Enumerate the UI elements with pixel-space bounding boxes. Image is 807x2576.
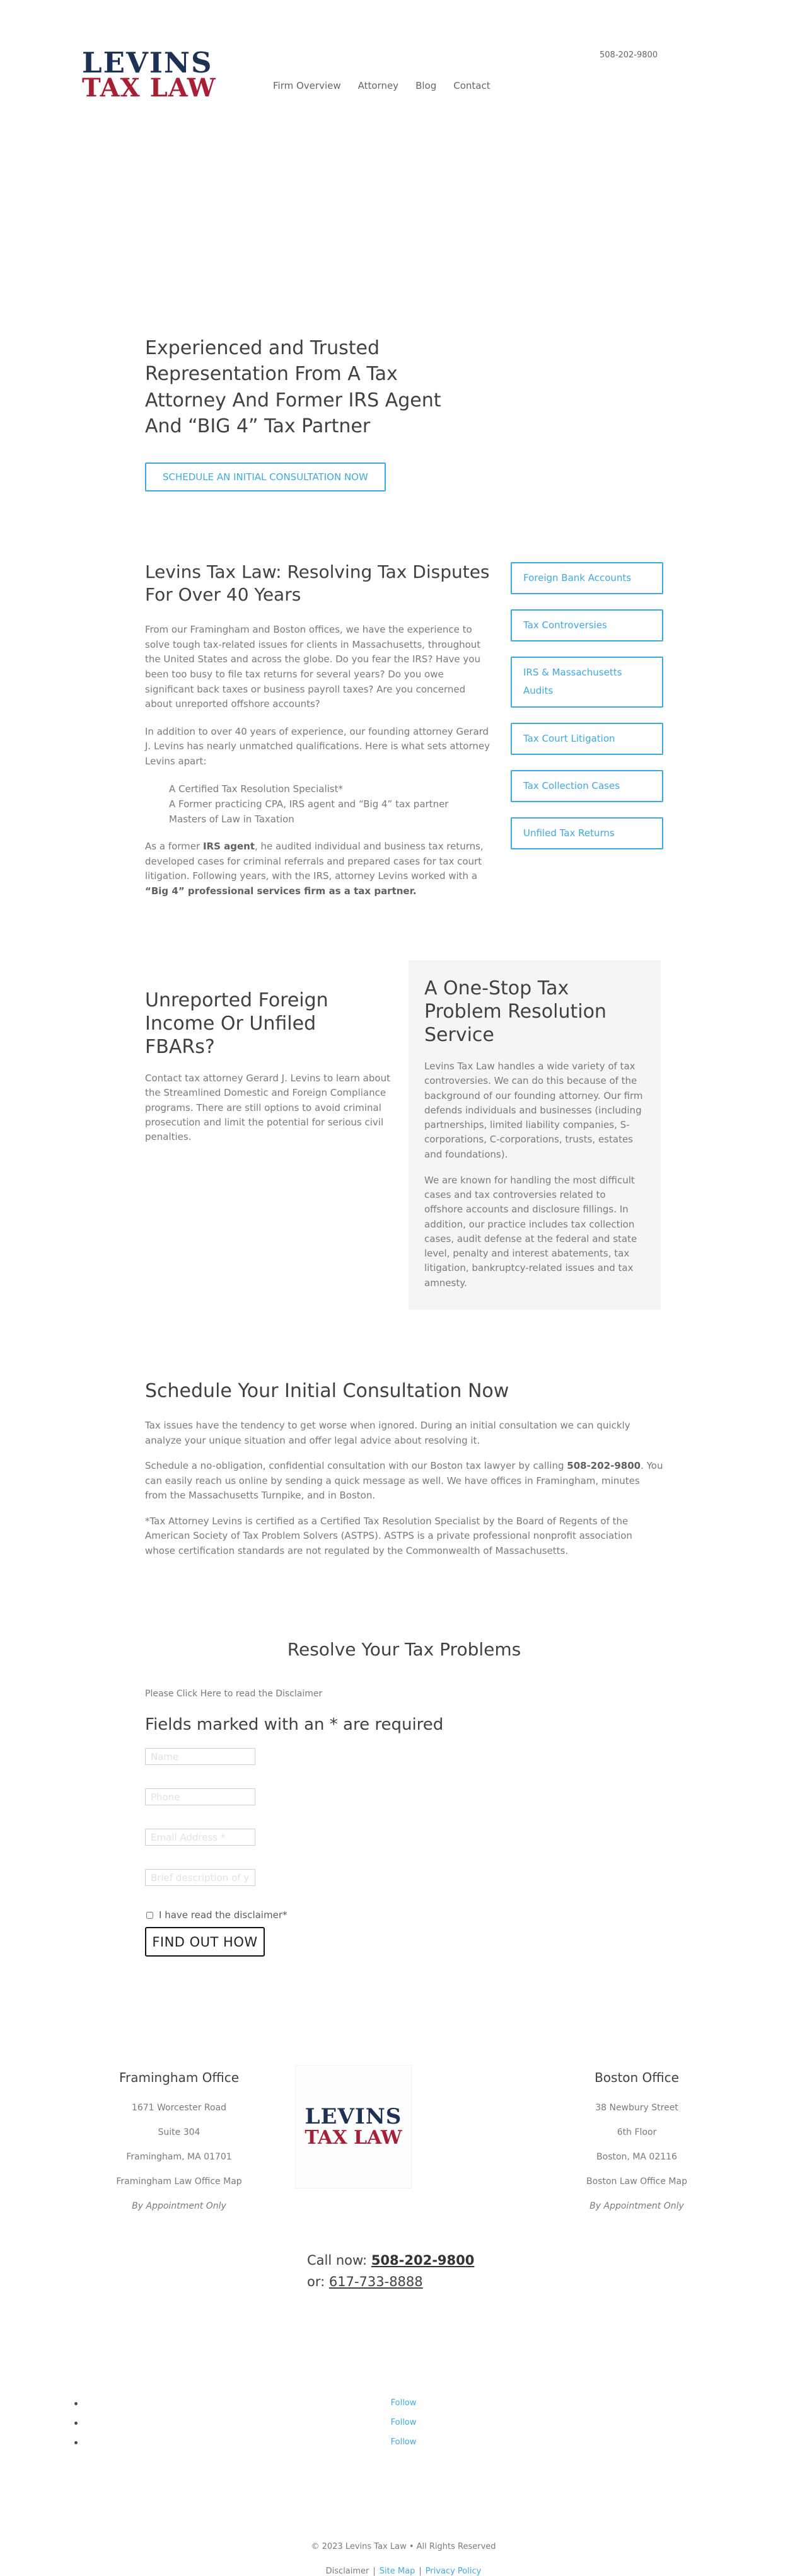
disclaimer-checkbox[interactable]: [146, 1912, 153, 1919]
intro-paragraph-2: In addition to over 40 years of experience, our founding attorney Gerard J. Levins has nearly unmatched qualifications. Here is what sets attorney Levins apart:: [145, 725, 490, 767]
site-footer: [0, 2065, 807, 2576]
framingham-appointment-note: By Appointment Only: [132, 2201, 226, 2212]
legal-separator: |: [419, 2567, 422, 2576]
site-logo[interactable]: [82, 48, 216, 101]
framingham-office-block: [63, 2065, 295, 2226]
framingham-address-line: Framingham, MA 01701: [126, 2152, 232, 2163]
boston-appointment-note: By Appointment Only: [589, 2201, 684, 2212]
practice-button-irs-massachusetts-audits[interactable]: IRS & Massachusetts Audits: [511, 657, 663, 708]
logo-taxlaw-text: TAX LAW: [82, 73, 216, 103]
practice-areas-column: [511, 561, 663, 912]
logo-levins-text: LEVINS: [82, 46, 213, 79]
call-now-line: Call now: 508-202-9800: [307, 2253, 475, 2268]
bullet-icon: [74, 2422, 78, 2425]
disclaimer-link[interactable]: Disclaimer: [325, 2567, 369, 2576]
required-fields-note: Fields marked with an * are required: [145, 1715, 444, 1735]
onestop-paragraph-1: Levins Tax Law handles a wide variety of tax controversies. We can do this because of the background of our founding attorney. Our firm defends individuals and businesses (including partnerships, limited liability companies, S-corporations, C-corporations, trusts, estates and foundations).: [424, 1061, 643, 1160]
bullet-icon: [74, 2402, 78, 2405]
credential-item: A Certified Tax Resolution Specialist*: [169, 783, 343, 795]
onestop-heading: A One-Stop Tax Problem Resolution Service: [424, 977, 607, 1046]
nav-contact[interactable]: Contact: [453, 80, 491, 91]
main-nav: [273, 80, 491, 91]
call-now-block: [307, 2250, 807, 2292]
intro-text-column: [145, 561, 491, 912]
schedule-heading: Schedule Your Initial Consultation Now: [145, 1379, 509, 1402]
intro-section: [145, 561, 663, 912]
legal-separator: |: [373, 2567, 376, 2576]
phone-input[interactable]: [145, 1788, 255, 1805]
credentials-list: [145, 781, 491, 827]
intro-paragraph-1: From our Framingham and Boston offices, we have the experience to solve tough tax-related issues for clients in Massachusetts, throughout the United States and across the globe. Do you fear the IRS? Have you been too busy to file tax returns for several years? Do you owe significant back taxes or business payroll taxes? Are you concerned about unreported offshore accounts?: [145, 624, 481, 710]
legal-issue-input[interactable]: [145, 1869, 255, 1886]
email-input[interactable]: [145, 1829, 255, 1846]
sitemap-link[interactable]: Site Map: [379, 2567, 415, 2576]
read-disclaimer-link[interactable]: Please Click Here to read the Disclaimer: [145, 1689, 323, 1699]
boston-address-line: 6th Floor: [617, 2127, 657, 2138]
practice-button-tax-court-litigation[interactable]: Tax Court Litigation: [511, 723, 663, 755]
practice-button-unfiled-tax-returns[interactable]: Unfiled Tax Returns: [511, 817, 663, 849]
legal-links-row: [0, 2567, 807, 2576]
nav-firm-overview[interactable]: Firm Overview: [273, 80, 341, 91]
bullet-icon: [74, 2441, 78, 2444]
fbar-column: [145, 960, 391, 1309]
framingham-office-heading: Framingham Office: [119, 2070, 240, 2086]
form-heading: Resolve Your Tax Problems: [287, 1639, 521, 1660]
nav-attorney[interactable]: Attorney: [357, 80, 399, 91]
social-follow-link[interactable]: Follow: [390, 2437, 417, 2447]
framingham-address-line: Suite 304: [158, 2127, 200, 2138]
practice-button-tax-controversies[interactable]: Tax Controversies: [511, 609, 663, 641]
practice-button-tax-collection-cases[interactable]: Tax Collection Cases: [511, 770, 663, 802]
copyright-text: © 2023 Levins Tax Law • All Rights Reserved: [311, 2542, 496, 2552]
call-or-line: or: 617-733-8888: [307, 2274, 423, 2290]
schedule-consultation-button[interactable]: SCHEDULE AN INITIAL CONSULTATION NOW: [145, 463, 386, 492]
practice-button-foreign-bank-accounts[interactable]: Foreign Bank Accounts: [511, 562, 663, 594]
hero-section: [145, 158, 485, 492]
call-phone-primary[interactable]: 508-202-9800: [371, 2253, 475, 2268]
social-follow-list: [0, 2398, 807, 2449]
fbar-paragraph: Contact tax attorney Gerard J. Levins to learn about the Streamlined Domestic and Foreign Compliance programs. There are still options to avoid criminal prosecution and limit the potential for serious civil penalties.: [145, 1072, 390, 1143]
call-phone-secondary[interactable]: 617-733-8888: [328, 2274, 423, 2290]
boston-address-line: Boston, MA 02116: [596, 2152, 677, 2163]
schedule-section: [145, 1380, 663, 1558]
social-follow-item: [0, 2418, 807, 2429]
intro-heading: Levins Tax Law: Resolving Tax Disputes For Over 40 Years: [145, 561, 490, 605]
credential-item: Masters of Law in Taxation: [169, 814, 294, 825]
footer-logo: [295, 2065, 412, 2188]
nav-blog[interactable]: Blog: [415, 80, 437, 91]
privacy-policy-link[interactable]: Privacy Policy: [425, 2567, 482, 2576]
disclaimer-checkbox-label: I have read the disclaimer*: [159, 1909, 287, 1921]
footer-logo-levins-text: LEVINS: [305, 2103, 402, 2129]
social-follow-link[interactable]: Follow: [390, 2418, 417, 2428]
framingham-map-link[interactable]: Framingham Law Office Map: [116, 2176, 242, 2187]
footer-logo-taxlaw-text: TAX LAW: [305, 2127, 402, 2149]
intro-paragraph-3: As a former IRS agent, he audited individual and business tax returns, developed cases for criminal referrals and prepared cases for tax court litigation. Following years, with the IRS, attorney Levins worked with a “Big 4” professional services firm as a tax partner.: [145, 841, 484, 897]
form-fields: [145, 1748, 663, 1886]
boston-map-link[interactable]: Boston Law Office Map: [586, 2176, 687, 2187]
onestop-column: [409, 960, 661, 1309]
schedule-paragraph-1: Tax issues have the tendency to get worse when ignored. During an initial consultation we can quickly analyze your unique situation and offer legal advice about resolving it.: [145, 1419, 630, 1446]
disclaimer-checkbox-row: [145, 1909, 663, 1921]
social-follow-item: [0, 2398, 807, 2410]
site-header: [0, 0, 807, 158]
boston-office-block: [523, 2065, 750, 2226]
fbar-onestop-section: [145, 960, 681, 1309]
fbar-heading: Unreported Foreign Income Or Unfiled FBARs?: [145, 989, 328, 1058]
credential-item: A Former practicing CPA, IRS agent and “Big 4” tax partner: [169, 798, 449, 810]
framingham-address-line: 1671 Worcester Road: [131, 2103, 227, 2113]
schedule-paragraph-2: Schedule a no-obligation, confidential consultation with our Boston tax lawyer by calling 508-202-9800. You can easily reach us online by sending a quick message as well. We have offices in Framingham, minutes from the Massachusetts Turnpike, and in Boston.: [145, 1460, 663, 1502]
header-phone-number[interactable]: 508-202-9800: [600, 50, 658, 60]
onestop-paragraph-2: We are known for handling the most difficult cases and tax controversies related to offshore accounts and disclosure fillings. In addition, our practice includes tax collection cases, audit defense at the federal and state level, penalty and interest abatements, tax litigation, bankruptcy-related issues and tax amnesty.: [424, 1174, 637, 1289]
find-out-how-button[interactable]: FIND OUT HOW: [145, 1927, 265, 1957]
footer-offices-row: [63, 2065, 750, 2226]
hero-heading: Experienced and Trusted Representation From A Tax Attorney And Former IRS Agent And “BIG 4” Tax Partner: [145, 337, 441, 438]
schedule-certification-note: *Tax Attorney Levins is certified as a Certified Tax Resolution Specialist by the Board of Regents of the American Society of Tax Problem Solvers (ASTPS). ASTPS is a private professional nonprofit association whose certification standards are not regulated by the Commonwealth of Massachusetts.: [145, 1515, 632, 1556]
social-follow-item: [0, 2437, 807, 2449]
social-follow-link[interactable]: Follow: [390, 2398, 417, 2408]
boston-address-line: 38 Newbury Street: [595, 2103, 678, 2113]
contact-form-section: [145, 1639, 663, 1957]
boston-office-heading: Boston Office: [595, 2070, 679, 2086]
name-input[interactable]: [145, 1748, 255, 1765]
